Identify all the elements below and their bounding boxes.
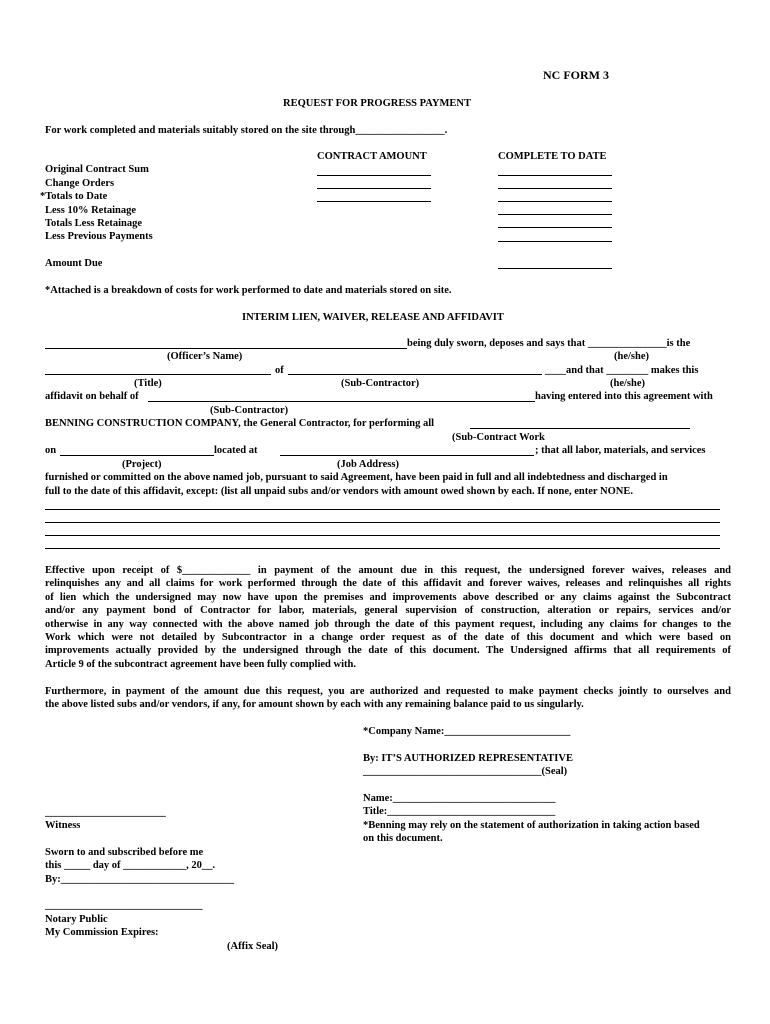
benning-note: *Benning may rely on the statement of authorization in taking action based	[363, 820, 700, 831]
form-title: REQUEST FOR PROGRESS PAYMENT	[283, 98, 471, 109]
date-field[interactable]: this _____ day of ____________, 20__.	[45, 860, 216, 871]
waiver-line: of lien which the undersigned may now have upon the premises and improvements above described or any claims against the Subcontract	[45, 591, 731, 603]
job-address-label: (Job Address)	[337, 459, 399, 470]
contract-totals-field[interactable]	[317, 201, 431, 202]
title-field[interactable]	[45, 374, 271, 375]
project-field[interactable]	[60, 455, 214, 456]
witness-label: Witness	[45, 820, 81, 831]
all-labor-label: ; that all labor, materials, and services	[535, 445, 706, 456]
contract-original-field[interactable]	[317, 175, 431, 176]
sworn-label: Sworn to and subscribed before me	[45, 847, 204, 858]
row-label: Less Previous Payments	[45, 231, 153, 242]
on-behalf-field[interactable]	[148, 401, 535, 402]
affix-seal-label: (Affix Seal)	[227, 941, 279, 952]
exceptions-line[interactable]	[45, 548, 720, 549]
notary-signature-field[interactable]: ______________________________	[45, 900, 203, 911]
complete-original-field[interactable]	[498, 175, 612, 176]
contract-change-orders-field[interactable]	[317, 188, 431, 189]
witness-signature-field[interactable]: _______________________	[45, 807, 166, 818]
waiver-line: Work which were not detailed by Subcontractor in a change order request as of the date of this document and which were based on	[45, 632, 731, 644]
furnished-text: furnished or committed on the above named job, pursuant to said Agreement, have been paid in full and all indebtedness and discharged in	[45, 472, 668, 483]
waiver-line: relinquishes any and all claims for work performed through the date of this affidavit and forever waives, releases and relinquishes all rights	[45, 578, 731, 590]
and-that-label: ____and that ________ makes this	[545, 365, 699, 376]
sub-contractor-label: (Sub-Contractor)	[341, 378, 420, 389]
job-address-field[interactable]	[280, 455, 534, 456]
row-label: Original Contract Sum	[45, 164, 149, 175]
sub-contractor-label: (Sub-Contractor)	[210, 405, 289, 416]
amount-due-field[interactable]	[498, 268, 612, 269]
furthermore-paragraph	[45, 685, 731, 712]
waiver-line: otherwise in any way connected with the above named job through the date of this payment request, including any claims for changes to the	[45, 618, 731, 630]
sub-contract-work-field[interactable]	[470, 428, 690, 429]
title-label: (Title)	[134, 378, 162, 389]
through-date-line: For work completed and materials suitably stored on the site through_________________.	[45, 125, 448, 136]
sub-contract-work-label: (Sub-Contract Work	[452, 432, 545, 443]
breakdown-note: *Attached is a breakdown of costs for work performed to date and materials stored on site.	[45, 285, 452, 296]
row-label: Change Orders	[45, 178, 115, 189]
on-behalf-label: affidavit on behalf of	[45, 391, 139, 402]
complete-totals-field[interactable]	[498, 201, 612, 202]
benning-line: BENNING CONSTRUCTION COMPANY, the General Contractor, for performing all	[45, 418, 435, 429]
affidavit-title: INTERIM LIEN, WAIVER, RELEASE AND AFFIDAVIT	[242, 312, 504, 323]
having-entered-label: having entered into this agreement with	[535, 391, 713, 402]
row-label: Totals Less Retainage	[45, 218, 143, 229]
waiver-line: and/or any payment bond of Contractor for labor, materials, general supervision of construction, alteration or repairs, services and/or	[45, 605, 731, 617]
company-name-field[interactable]: *Company Name:________________________	[363, 726, 571, 737]
project-label: (Project)	[122, 459, 162, 470]
by-field[interactable]: By:_________________________________	[45, 874, 234, 885]
contract-amount-header: CONTRACT AMOUNT	[317, 151, 427, 162]
complete-less-retainage-field[interactable]	[498, 227, 612, 228]
he-she-label: (he/she)	[614, 351, 649, 362]
benning-note: on this document.	[363, 833, 443, 844]
commission-expires-label: My Commission Expires:	[45, 927, 159, 938]
name-field[interactable]	[45, 348, 407, 349]
officer-name-label: (Officer’s Name)	[167, 351, 243, 362]
form-number: NC FORM 3	[543, 68, 609, 82]
he-she-label: (he/she)	[610, 378, 645, 389]
sub-contractor-field[interactable]	[288, 374, 542, 375]
row-label: *Totals to Date	[40, 191, 108, 202]
complete-retainage-field[interactable]	[498, 214, 612, 215]
furnished-text: full to the date of this affidavit, except: (list all unpaid subs and/or vendors with amount owed shown by each. If none, enter NONE.	[45, 486, 633, 497]
complete-previous-payments-field[interactable]	[498, 241, 612, 242]
representative-seal-field[interactable]: __________________________________(Seal)	[363, 766, 568, 777]
row-label: Less 10% Retainage	[45, 205, 136, 216]
complete-change-orders-field[interactable]	[498, 188, 612, 189]
furthermore-line: the above listed subs and/or vendors, if any, for amount shown by each with any remaining balance paid to us singularly.	[45, 699, 584, 711]
title-field[interactable]: Title:________________________________	[363, 806, 556, 817]
exceptions-line[interactable]	[45, 535, 720, 536]
by-representative-label: By: IT’S AUTHORIZED REPRESENTATIVE	[363, 753, 573, 764]
located-at-label: located at	[214, 445, 258, 456]
waiver-line: Article 9 of the subcontract agreement have been fully complied with.	[45, 658, 356, 670]
exceptions-line[interactable]	[45, 522, 720, 523]
waiver-line: improvements actually provided by the undersigned through the date of this document. The Undersigned affirms that all requirements of	[45, 645, 731, 657]
waiver-line: Effective upon receipt of $_____________ in payment of the amount due in this request, the undersigned forever waives, releases and	[45, 565, 731, 576]
furthermore-line: Furthermore, in payment of the amount due this request, you are authorized and requested to make payment checks jointly to ourselves and	[45, 686, 731, 697]
notary-public-label: Notary Public	[45, 914, 108, 925]
amount-due-label: Amount Due	[45, 258, 103, 269]
name-field[interactable]: Name:_______________________________	[363, 793, 556, 804]
waiver-paragraph	[45, 564, 731, 671]
complete-to-date-header: COMPLETE TO DATE	[498, 151, 607, 162]
on-label: on	[45, 445, 57, 456]
sworn-statement: being duly sworn, deposes and says that _______________is the	[407, 338, 691, 349]
of-label: of	[275, 365, 284, 376]
exceptions-line[interactable]	[45, 509, 720, 510]
